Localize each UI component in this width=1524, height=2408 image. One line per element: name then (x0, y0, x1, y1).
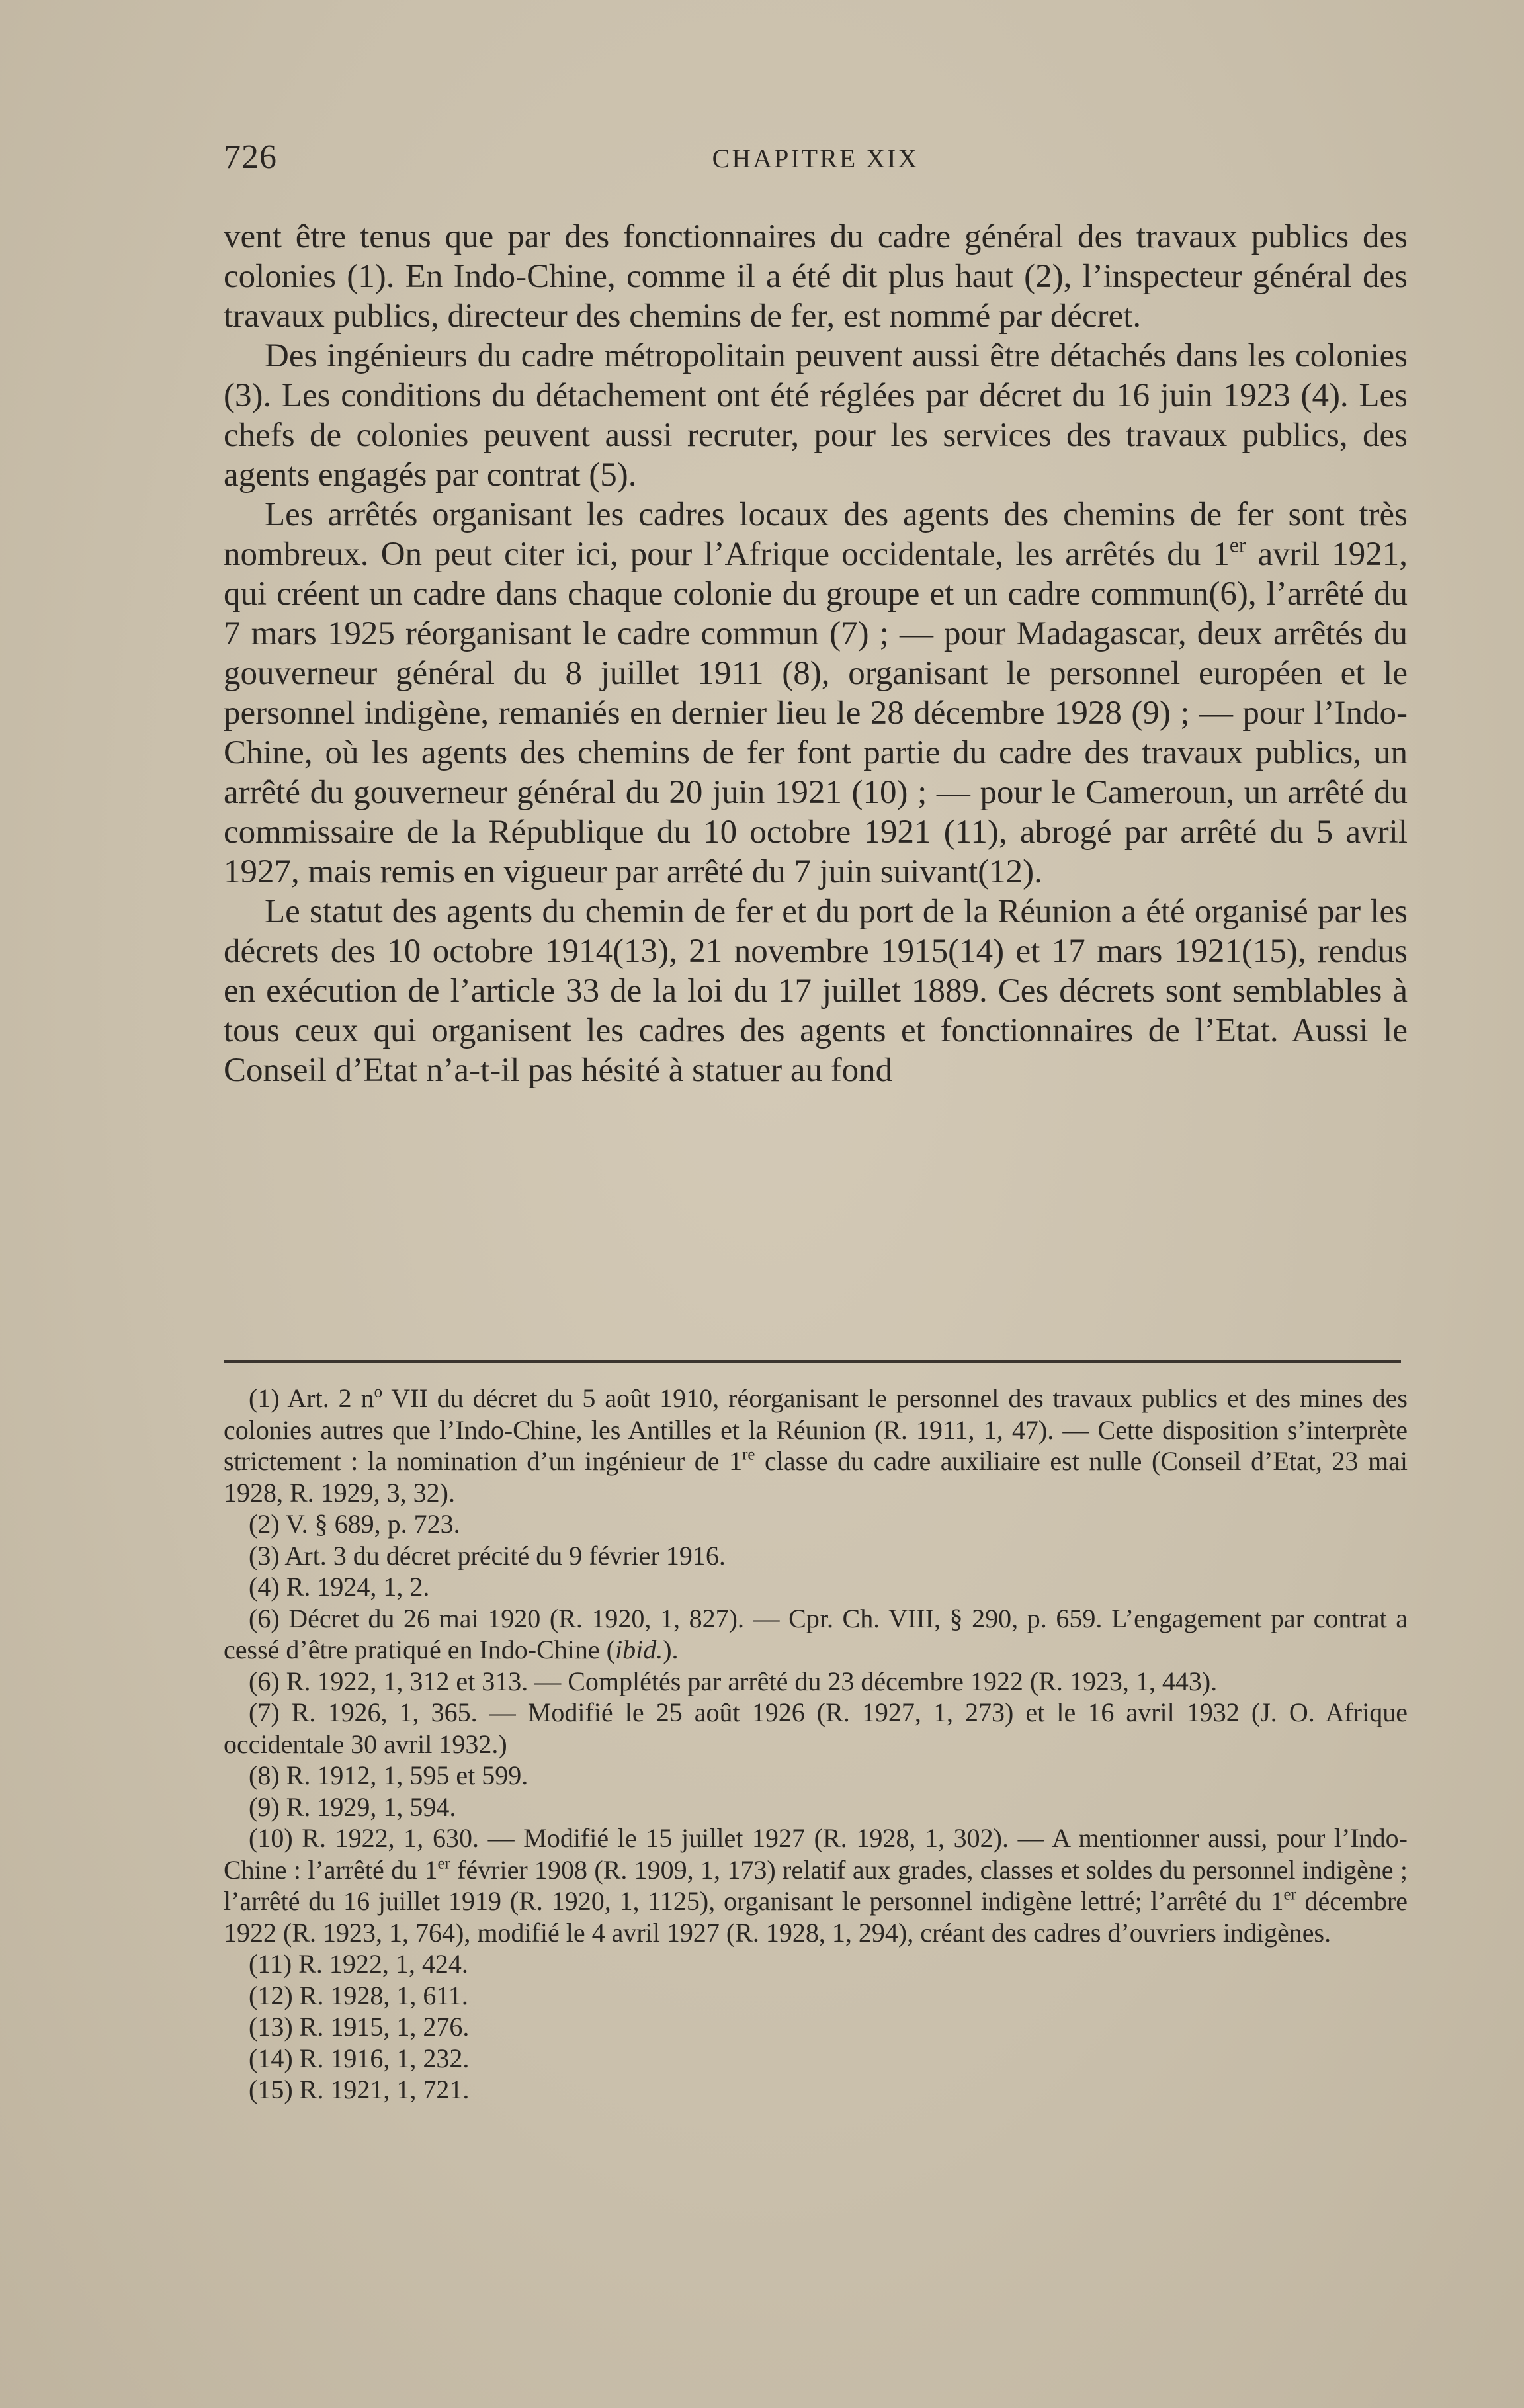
footnote: (8) R. 1912, 1, 595 et 599. (249, 1760, 529, 1790)
footnote: (14) R. 1916, 1, 232. (249, 2043, 470, 2073)
paragraph-text: avril 1921, qui créent un cadre dans chaque colonie du groupe et un cadre commun(6), l’arrêté du 7 mars 1925 réorganisant le cadre commun (7) ; — pour Madagascar, deux arrêtés du gouverneur général du 8 juillet 1911 (8), organisant le personnel européen et le personnel indigène, remaniés en dernier lieu le 28 décembre 1928 (9) ; — pour l’Indo-Chine, où les agents des chemins de fer font partie du cadre des travaux publics, un arrêté du gouverneur général du 20 juin 1921 (10) ; — pour le Cameroun, un arrêté du commissaire de la République du 10 octobre 1921 (11), abrogé par arrêté du 5 avril 1927, mais remis en vigueur par arrêté du 7 juin suivant(12). (224, 536, 1408, 890)
page-number: 726 (224, 138, 277, 176)
paragraph: Le statut des agents du chemin de fer et du port de la Réunion a été organisé par les décrets des 10 octobre 1914(13), 21 novembre 1915(14) et 17 mars 1921(15), rendus en exécution de l’article 33 de la loi du 17 juillet 1889. Ces décrets sont semblables à tous ceux qui organisent les cadres des agents et fonctionnaires de l’Etat. Aussi le Conseil d’Etat n’a-t-il pas hésité à statuer au fond (224, 893, 1408, 1089)
footnote-italic: ibid. (614, 1635, 663, 1664)
footnote-text: (10) R. 1922, 1, 630. — Modifié le 15 juillet 1927 (R. 1928, 1, 302). — A mentionner aussi, pour l’Indo-Chine : l’arrêté du 1 (224, 1823, 1408, 1885)
footnote: (3) Art. 3 du décret précité du 9 février 1916. (249, 1540, 726, 1570)
footnote-text: VII du décret du 5 août 1910, réorganisant le personnel des travaux publics et des mines des colonies autres que l’Indo-Chine, les Antilles et la Réunion (R. 1911, 1, 47). — Cette disposition s’interprète strictement : la nomination d’un ingénieur de 1 (224, 1383, 1408, 1476)
paragraph-continued: vent être tenus que par des fonctionnaires du cadre général des travaux publics des colonies (1). En Indo-Chine, comme il a été dit plus haut (2), l’inspecteur général des travaux publics, directeur des chemins de fer, est nommé par décret. (224, 218, 1408, 335)
footnote: (15) R. 1921, 1, 721. (249, 2075, 470, 2104)
paragraph: Des ingénieurs du cadre métropolitain peuvent aussi être détachés dans les colonies (3). Les conditions du détachement ont été réglées par décret du 16 juin 1923 (4). Les chefs de colonies peuvent aussi recruter, pour les services des travaux publics, des agents engagés par contrat (5). (224, 337, 1408, 494)
paragraph (224, 495, 1408, 892)
footnote (224, 1823, 1408, 1948)
footnote: (11) R. 1922, 1, 424. (249, 1949, 468, 1979)
footnote-text: (6) Décret du 26 mai 1920 (R. 1920, 1, 827). — Cpr. Ch. VIII, § 290, p. 659. L’engagement par contrat a cessé d’être pratiqué en Indo-Chine ( (224, 1603, 1408, 1664)
footnote (224, 1383, 1408, 1508)
superscript: er (1283, 1885, 1296, 1904)
superscript: er (1229, 533, 1246, 557)
footnote-text: décembre 1922 (R. 1923, 1, 764), modifié le 4 avril 1927 (R. 1928, 1, 294), créant des cadres d’ouvriers indigènes. (224, 1886, 1408, 1948)
footnote: (9) R. 1929, 1, 594. (249, 1791, 456, 1822)
footnote-text: (1) Art. 2 n (249, 1383, 374, 1413)
footnote: (4) R. 1924, 1, 2. (249, 1572, 430, 1602)
main-text (224, 217, 1408, 1090)
paragraph-text: Les arrêtés organisant les cadres locaux des agents des chemins de fer sont très nombreux. On peut citer ici, pour l’Afrique occidentale, les arrêtés du 1 (224, 496, 1408, 573)
footnote: (12) R. 1928, 1, 611. (249, 1980, 468, 2010)
superscript: re (742, 1445, 755, 1464)
footnote: (13) R. 1915, 1, 276. (249, 2012, 470, 2042)
footnote (224, 1603, 1408, 1666)
superscript: er (437, 1854, 450, 1873)
page-header (224, 138, 1408, 177)
footnote: (2) V. § 689, p. 723. (249, 1509, 460, 1539)
footnote: (6) R. 1922, 1, 312 et 313. — Complétés par arrêté du 23 décembre 1922 (R. 1923, 1, 443). (249, 1666, 1218, 1696)
footnote-text: ). (663, 1635, 679, 1664)
footnote-text: classe du cadre auxiliaire est nulle (Conseil d’Etat, 23 mai 1928, R. 1929, 3, 32). (224, 1446, 1408, 1508)
footnote-separator (224, 1360, 1401, 1363)
superscript: o (374, 1383, 383, 1401)
footnote: (7) R. 1926, 1, 365. — Modifié le 25 août 1926 (R. 1927, 1, 273) et le 16 avril 1932 (J. O. Afrique occidentale 30 avril 1932.) (224, 1698, 1408, 1759)
footnotes (224, 1383, 1408, 2106)
footnote-text: février 1908 (R. 1909, 1, 173) relatif aux grades, classes et soldes du personnel indigène ; l’arrêté du 16 juillet 1919 (R. 1920, 1, 1125), organisant le personnel indigène lettré; l’arrêté du 1 (224, 1854, 1408, 1916)
running-head: CHAPITRE XIX (712, 144, 919, 173)
